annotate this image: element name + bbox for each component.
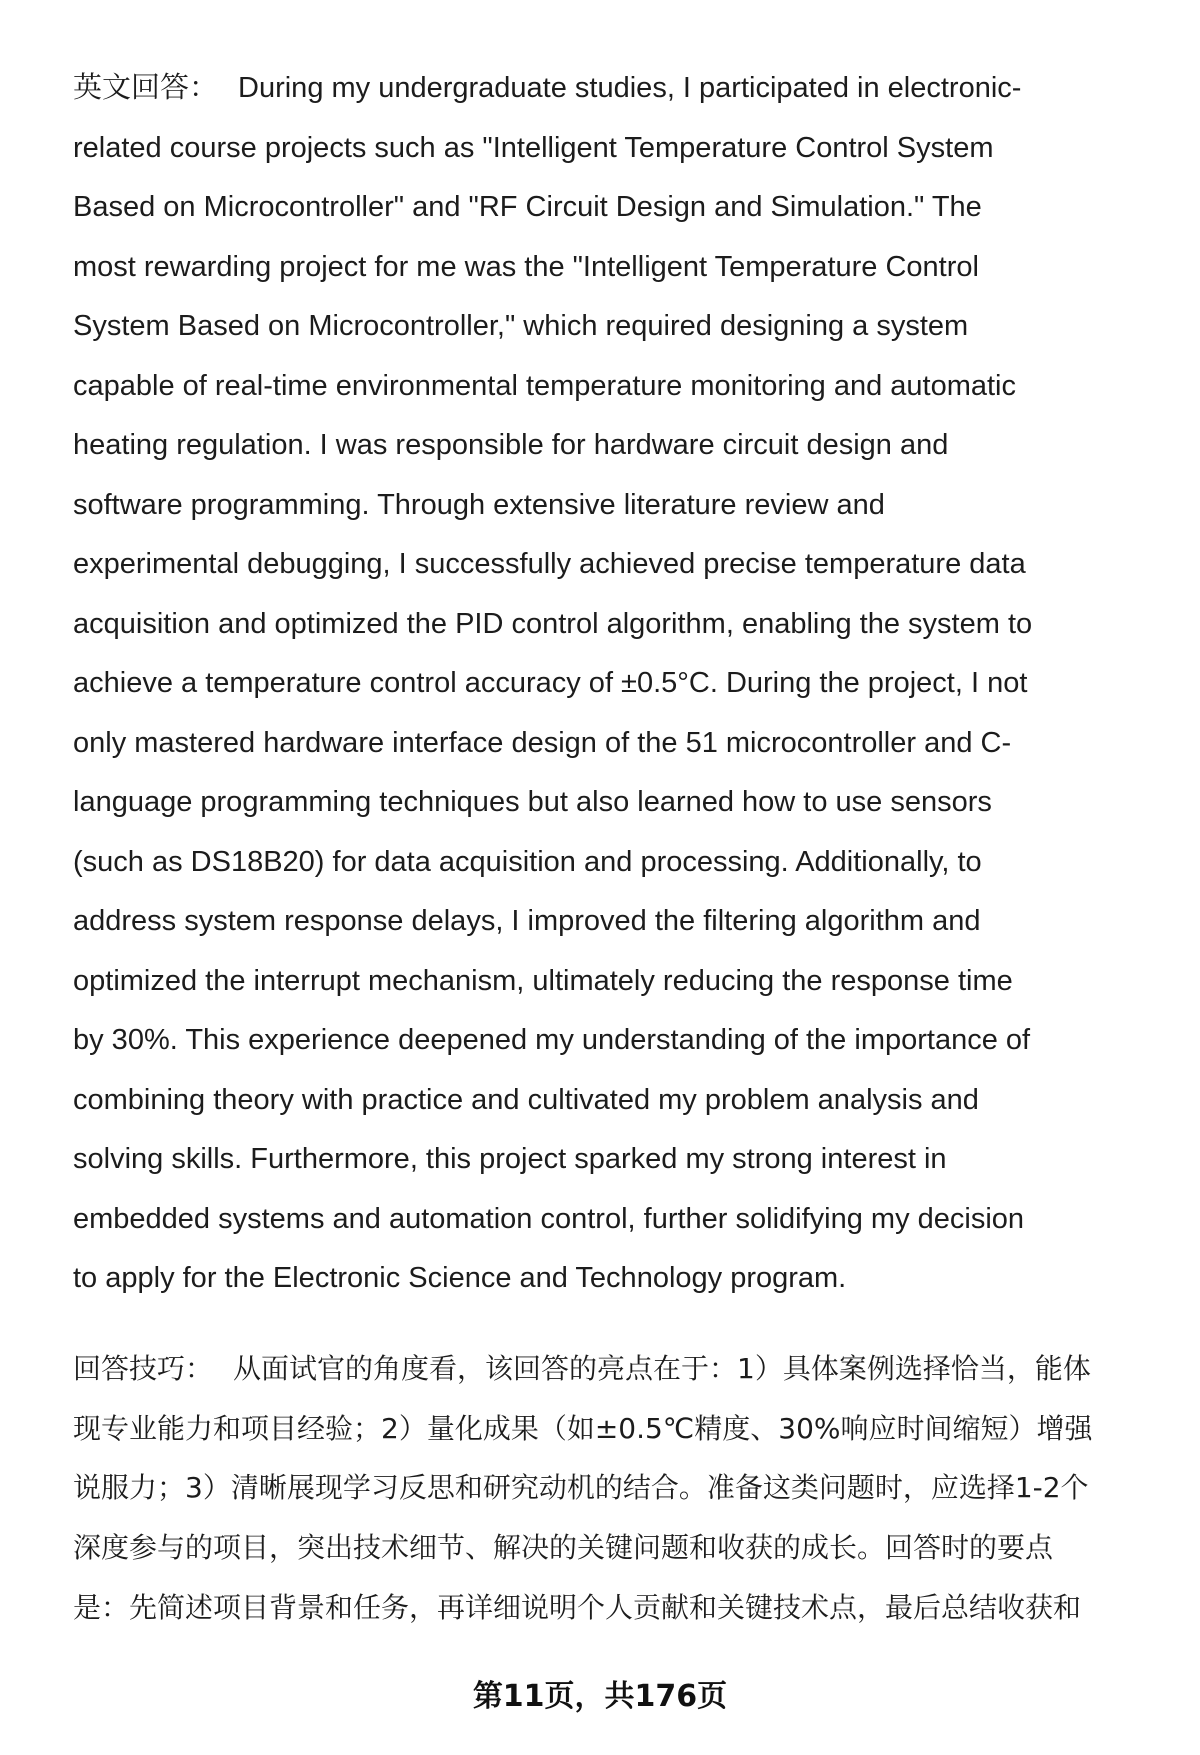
english-answer-line: optimized the interrupt mechanism, ultimately reducing the response time <box>73 964 1013 997</box>
english-answer-line: software programming. Through extensive literature review and <box>73 488 885 521</box>
english-answer-line: language programming techniques but also learned how to use sensors <box>73 786 992 818</box>
english-answer-label: 英文回答： <box>73 72 219 104</box>
page-number-footer: 第11页，共176页 <box>472 1679 728 1714</box>
english-answer-line: acquisition and optimized the PID control algorithm, enabling the system to <box>73 607 1033 640</box>
english-answer-line: by 30%. This experience deepened my understanding of the importance of <box>73 1024 1031 1056</box>
english-answer-line <box>73 59 1173 119</box>
english-answer-line: combining theory with practice and cultivated my problem analysis and <box>73 1083 979 1116</box>
english-answer-line: (such as DS18B20) for data acquisition and processing. Additionally, to <box>73 845 982 878</box>
tips-line: 现专业能力和项目经验；2）量化成果（如±0.5℃精度、30%响应时间缩短）增强 <box>73 1411 1093 1445</box>
english-answer-line: achieve a temperature control accuracy of ±0.5°C. During the project, I not <box>73 667 1028 699</box>
english-answer-line: related course projects such as "Intelligent Temperature Control System <box>73 131 994 164</box>
tips-label: 回答技巧： <box>73 1352 214 1385</box>
english-answer-line: heating regulation. I was responsible for hardware circuit design and <box>73 429 949 461</box>
english-answer-line: embedded systems and automation control, further solidifying my decision <box>73 1202 1025 1235</box>
english-answer-line: most rewarding project for me was the "Intelligent Temperature Control <box>73 250 979 283</box>
tips-line: 是：先简述项目背景和任务，再详细说明个人贡献和关键技术点，最后总结收获和 <box>73 1590 1082 1624</box>
tips-line: 深度参与的项目，突出技术细节、解决的关键问题和收获的成长。回答时的要点 <box>73 1531 1054 1565</box>
english-answer-text: During my undergraduate studies, I participated in electronic- <box>238 72 1022 104</box>
tips-line: 说服力；3）清晰展现学习反思和研究动机的结合。准备这类问题时，应选择1-2个 <box>73 1471 1089 1505</box>
tips-text: 从面试官的角度看，该回答的亮点在于：1）具体案例选择恰当，能体 <box>233 1352 1091 1385</box>
english-answer-line: only mastered hardware interface design of the 51 microcontroller and C- <box>73 726 1012 759</box>
english-answer-line: address system response delays, I improved the filtering algorithm and <box>73 905 981 937</box>
english-answer-line: Based on Microcontroller" and "RF Circuit Design and Simulation." The <box>73 191 982 223</box>
english-answer-line: capable of real-time environmental temperature monitoring and automatic <box>73 369 1016 402</box>
tips-line <box>73 1339 1173 1399</box>
answer-tips-section <box>73 1339 1173 1637</box>
english-answer-line: to apply for the Electronic Science and Technology program. <box>73 1262 847 1294</box>
english-answer-line: experimental debugging, I successfully achieved precise temperature data <box>73 548 1026 580</box>
english-answer-section <box>73 59 1173 1309</box>
english-answer-line: System Based on Microcontroller," which required designing a system <box>73 310 969 342</box>
english-answer-line: solving skills. Furthermore, this project sparked my strong interest in <box>73 1143 947 1175</box>
